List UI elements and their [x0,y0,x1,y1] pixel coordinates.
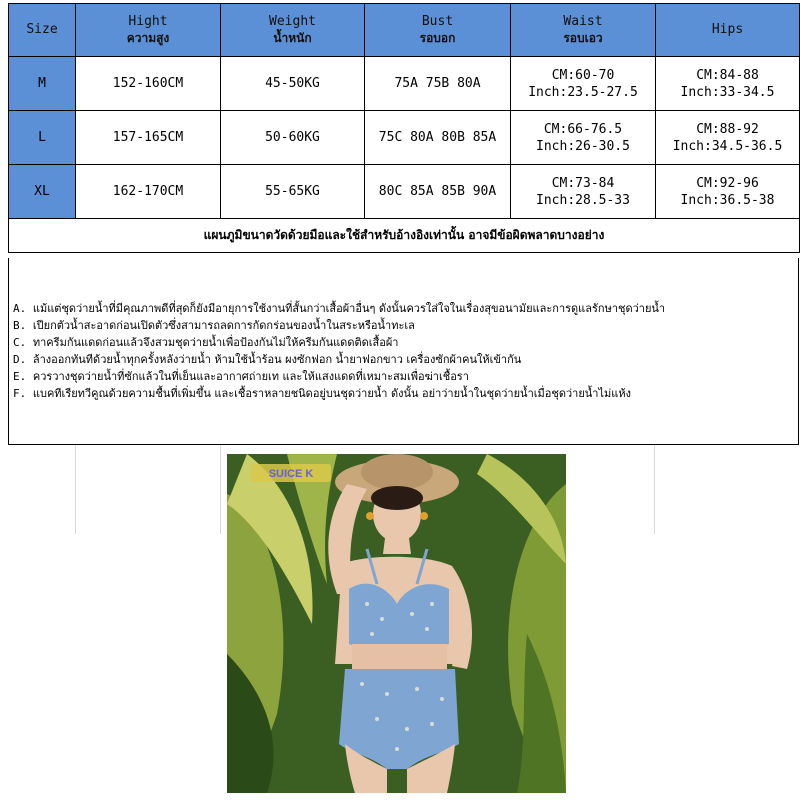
height-cell: 162-170CM [76,165,221,219]
height-cell: 152-160CM [76,57,221,111]
waist-cell: CM:66-76.5 Inch:26-30.5 [511,111,656,165]
care-item-letter: D. [13,353,27,366]
header-height: Hight ความสูง [76,4,221,57]
care-item-text: แบคทีเรียทวีคูณด้วยความชื้นที่เพิ่มขึ้น และเชื้อราหลายชนิดอยู่บนชุดว่ายน้ำ ดังนั้น อย่าว่ายน้ำในชุดว่ายน้ำเมื่อชุดว่ายน้ำไม่แห้ง [32,387,631,400]
header-hips: Hips [656,4,800,57]
header-waist: Waist รอบเอว [511,4,656,57]
bust-cell: 80C 85A 85B 90A [365,165,511,219]
background-gridline [654,444,655,534]
hips-cell: CM:88-92 Inch:34.5-36.5 [656,111,800,165]
waist-cell: CM:60-70 Inch:23.5-27.5 [511,57,656,111]
care-item-text: ทาครีมกันแดดก่อนแล้วจึงสวมชุดว่ายน้ำเพื่อป้องกันไม่ให้ครีมกันแดดติดเสื้อผ้า [32,336,399,349]
background-gridline [220,444,221,534]
care-item-text: ควรวางชุดว่ายน้ำที่ซักแล้วในที่เย็นและอากาศถ่ายเท และให้แสงแดดที่เหมาะสมเพื่อฆ่าเชื้อรา [32,370,469,383]
table-note-row [9,219,800,253]
table-row [9,111,800,165]
measurement-disclaimer: แผนภูมิขนาดวัดด้วยมือและใช้สำหรับอ้างอิงเท่านั้น อาจมีข้อผิดพลาดบางอย่าง [9,219,800,253]
hips-cell: CM:92-96 Inch:36.5-38 [656,165,800,219]
weight-cell: 50-60KG [221,111,365,165]
size-chart-table [8,3,800,253]
care-item-letter: C. [13,336,27,349]
care-item-letter: A. [13,302,27,315]
bust-cell: 75A 75B 80A [365,57,511,111]
care-item-text: ล้างออกทันทีด้วยน้ำทุกครั้งหลังว่ายน้ำ ห้ามใช้น้ำร้อน ผงซักฟอก น้ำยาฟอกขาว เครื่องซักผ้าคนให้เข้ากัน [32,353,522,366]
size-label: XL [9,165,76,219]
care-instructions-box [8,258,799,445]
hips-cell: CM:84-88 Inch:33-34.5 [656,57,800,111]
care-item [13,385,665,402]
care-item [13,334,665,351]
waist-cell: CM:73-84 Inch:28.5-33 [511,165,656,219]
care-item-letter: B. [13,319,27,332]
table-row [9,165,800,219]
care-item-letter: E. [13,370,27,383]
height-cell: 157-165CM [76,111,221,165]
care-item [13,368,665,385]
care-item [13,317,665,334]
header-weight: Weight น้ำหนัก [221,4,365,57]
swimsuit-model-photo [227,454,566,793]
care-item-text: เปียกตัวน้ำสะอาดก่อนเปิดตัวซึ่งสามารถลดการกัดกร่อนของน้ำในสระหรือน้ำทะเล [32,319,415,332]
background-gridline [75,444,76,534]
weight-cell: 45-50KG [221,57,365,111]
table-row [9,57,800,111]
care-item-text: แม้แต่ชุดว่ายน้ำที่มีคุณภาพดีที่สุดก็ยังมีอายุการใช้งานที่สั้นกว่าเสื้อผ้าอื่นๆ ดังนั้นควรใส่ใจในเรื่องสุขอนามัยและการดูแลรักษาชุดว่ายน้ำ [32,302,666,315]
photo-illustration [227,454,566,793]
care-item-letter: F. [13,387,27,400]
care-item [13,351,665,368]
size-label: M [9,57,76,111]
watermark-text: SUICE K [268,468,314,480]
header-bust: Bust รอบอก [365,4,511,57]
care-instructions-list [13,300,665,402]
care-item [13,300,665,317]
header-size: Size [9,4,76,57]
weight-cell: 55-65KG [221,165,365,219]
size-label: L [9,111,76,165]
table-header-row [9,4,800,57]
bust-cell: 75C 80A 80B 85A [365,111,511,165]
